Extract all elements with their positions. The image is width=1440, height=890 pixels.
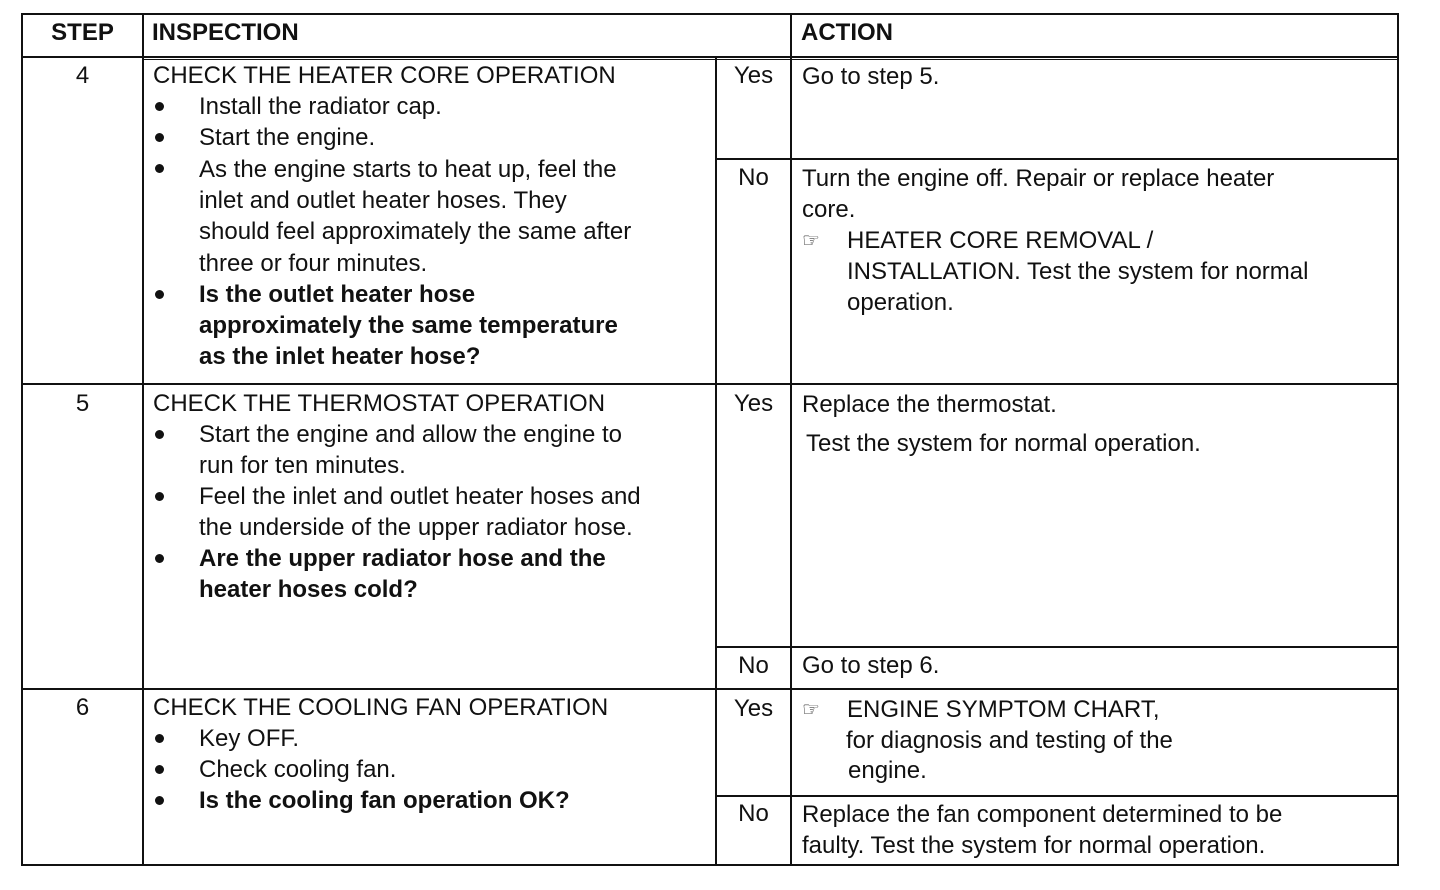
action-yes: Go to step 5. bbox=[802, 63, 940, 90]
reference-text: engine. bbox=[848, 757, 927, 784]
pointing-hand-icon: ☞ bbox=[802, 230, 820, 252]
reference-text: INSTALLATION. Test the system for normal bbox=[847, 258, 1309, 285]
bullet-dot-icon bbox=[155, 164, 164, 173]
row-5-yes-no-divider bbox=[715, 646, 1399, 648]
result-yes: Yes bbox=[733, 62, 774, 89]
reference-text: operation. bbox=[847, 289, 954, 316]
result-yes: Yes bbox=[733, 390, 774, 417]
action-no: Replace the fan component determined to be bbox=[802, 801, 1283, 828]
action-yes: Replace the thermostat. bbox=[802, 391, 1057, 418]
inspection-question: as the inlet heater hose? bbox=[199, 343, 481, 370]
step-number: 4 bbox=[75, 62, 90, 89]
bullet-dot-icon bbox=[155, 430, 164, 439]
bullet-dot-icon bbox=[155, 765, 164, 774]
action-no: Turn the engine off. Repair or replace heater bbox=[802, 165, 1275, 192]
inspection-question: Are the upper radiator hose and the bbox=[199, 545, 606, 572]
row-divider-4-5 bbox=[21, 383, 1399, 385]
reference-text: for diagnosis and testing of the bbox=[846, 727, 1173, 754]
inspection-bullet: Start the engine and allow the engine to bbox=[199, 421, 622, 448]
inspection-question: Is the outlet heater hose bbox=[199, 281, 476, 308]
inspection-question: Is the cooling fan operation OK? bbox=[199, 787, 570, 814]
result-no: No bbox=[738, 652, 769, 679]
step-number: 6 bbox=[75, 694, 90, 721]
reference-text: ENGINE SYMPTOM CHART, bbox=[847, 696, 1160, 723]
header-action: ACTION bbox=[801, 19, 893, 46]
bullet-dot-icon bbox=[155, 133, 164, 142]
inspection-bullet: Feel the inlet and outlet heater hoses and bbox=[199, 483, 641, 510]
bullet-dot-icon bbox=[155, 492, 164, 501]
header-divider bbox=[21, 56, 1399, 58]
action-no: Go to step 6. bbox=[802, 652, 940, 679]
action-no: core. bbox=[802, 196, 856, 223]
bullet-dot-icon bbox=[155, 554, 164, 563]
header-inspection: INSPECTION bbox=[152, 19, 299, 46]
action-yes: Test the system for normal operation. bbox=[806, 430, 1201, 457]
pointing-hand-icon: ☞ bbox=[802, 699, 820, 721]
inspection-question: approximately the same temperature bbox=[199, 312, 618, 339]
inspection-bullet: Key OFF. bbox=[199, 725, 300, 752]
bullet-dot-icon bbox=[155, 290, 164, 299]
row-divider-5-6 bbox=[21, 688, 1399, 690]
inspection-bullet: As the engine starts to heat up, feel the bbox=[199, 156, 617, 183]
inspection-bullet: Check cooling fan. bbox=[199, 756, 397, 783]
inspection-bullet: Start the engine. bbox=[199, 124, 376, 151]
inspection-bullet: inlet and outlet heater hoses. They bbox=[199, 187, 567, 214]
inspection-bullet: Install the radiator cap. bbox=[199, 93, 442, 120]
inspection-bullet: run for ten minutes. bbox=[199, 452, 406, 479]
result-no: No bbox=[738, 164, 769, 191]
bullet-dot-icon bbox=[155, 734, 164, 743]
step-number: 5 bbox=[75, 390, 90, 417]
result-yes: Yes bbox=[733, 695, 774, 722]
bullet-dot-icon bbox=[155, 796, 164, 805]
row-6-yes-no-divider bbox=[715, 795, 1399, 797]
action-column-divider bbox=[790, 13, 792, 866]
inspection-title: CHECK THE COOLING FAN OPERATION bbox=[153, 694, 609, 721]
step-column-divider bbox=[142, 13, 144, 866]
action-no: faulty. Test the system for normal operation. bbox=[802, 832, 1266, 859]
inspection-question: heater hoses cold? bbox=[199, 576, 418, 603]
result-no: No bbox=[738, 800, 769, 827]
reference-text: HEATER CORE REMOVAL / bbox=[847, 227, 1154, 254]
row-4-yes-no-divider bbox=[715, 158, 1399, 160]
bullet-dot-icon bbox=[155, 102, 164, 111]
inspection-bullet: the underside of the upper radiator hose. bbox=[199, 514, 633, 541]
inspection-title: CHECK THE HEATER CORE OPERATION bbox=[153, 62, 616, 89]
inspection-title: CHECK THE THERMOSTAT OPERATION bbox=[153, 390, 606, 417]
inspection-bullet: should feel approximately the same after bbox=[199, 218, 632, 245]
inspection-bullet: three or four minutes. bbox=[199, 250, 428, 277]
header-step: STEP bbox=[51, 19, 114, 46]
